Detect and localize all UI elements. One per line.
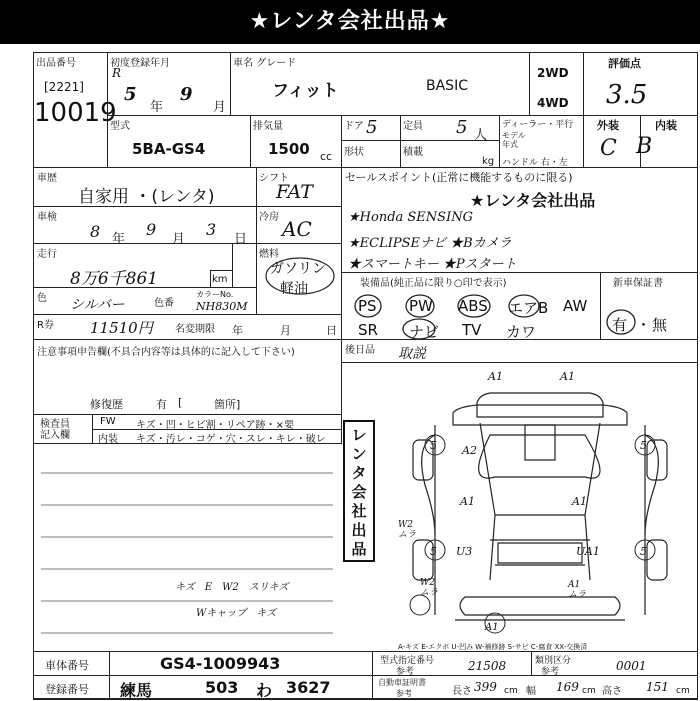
interior-grade: B bbox=[636, 134, 653, 159]
inspector-fw-text: キズ・凹・ヒビ割・リペア跡・×要 bbox=[136, 420, 294, 431]
dims-width: 169 bbox=[556, 680, 579, 694]
name-change-label: 名変期限 bbox=[175, 324, 215, 335]
inspector-interior: 内装 bbox=[98, 434, 118, 445]
dims-length-unit: cm bbox=[504, 686, 518, 696]
history-label: 車歴 bbox=[37, 173, 57, 184]
inspector-comment-1: キズ E W2 スリキズ bbox=[175, 582, 289, 593]
capacity-label: 定員 bbox=[403, 121, 423, 132]
fuel-gasoline: ガソリン bbox=[270, 261, 326, 277]
inspector-label: 検査員記入欄 bbox=[40, 419, 70, 441]
inspector-comment-2: Wキャップ キズ bbox=[196, 608, 277, 619]
model-name: フィット bbox=[272, 81, 339, 101]
capacity-value: 5 bbox=[456, 117, 468, 138]
category-label: 類別区分 bbox=[535, 656, 572, 666]
shift-label: シフト bbox=[259, 173, 289, 184]
load-label: 積載 bbox=[403, 147, 423, 158]
dims-length: 399 bbox=[474, 680, 497, 694]
color-code-label-2: カラーNo. bbox=[196, 290, 234, 299]
damage-mark-door-left: A1 bbox=[460, 495, 475, 508]
color-code-label: 色番 bbox=[154, 298, 174, 309]
damage-mark-fr-wheel: 5 bbox=[640, 439, 647, 452]
first-reg-year: 5 bbox=[124, 84, 137, 105]
equip-leather: カワ bbox=[506, 323, 537, 341]
color-code: NH830M bbox=[196, 300, 248, 313]
damage-mark-ua1: UA1 bbox=[576, 545, 600, 558]
car-diagram bbox=[395, 365, 695, 650]
inspection-cell bbox=[33, 206, 257, 244]
inspection-label: 車検 bbox=[37, 212, 57, 223]
dims-height: 151 bbox=[646, 680, 669, 694]
plate-number: 3627 bbox=[286, 678, 331, 697]
color-label: 色 bbox=[37, 293, 47, 304]
drive-2wd: 2WD bbox=[537, 66, 569, 80]
lot-sub: [2221] bbox=[44, 80, 84, 94]
mileage-unit: km bbox=[212, 274, 228, 285]
rental-stamp-text: レンタ会社出品 bbox=[351, 426, 367, 558]
inspection-month-unit: 月 bbox=[172, 232, 186, 247]
notes-label: 注意事項申告欄(不具合内容等は具体的に記入して下さい) bbox=[37, 347, 295, 358]
exterior-grade: C bbox=[600, 136, 617, 161]
first-reg-year-unit: 年 bbox=[150, 100, 164, 115]
recycle-label: R券 bbox=[37, 320, 54, 331]
dims-width-label: 幅 bbox=[526, 686, 536, 697]
first-reg-month: 9 bbox=[180, 84, 193, 105]
damage-mark-door-right: A1 bbox=[572, 495, 587, 508]
aircon-value: AC bbox=[282, 217, 312, 241]
doors-value: 5 bbox=[366, 117, 378, 138]
displacement-label: 排気量 bbox=[253, 121, 283, 132]
repair-label: 修復歴 bbox=[90, 398, 123, 411]
damage-mark-w2-rear: W2 ムラ bbox=[420, 578, 439, 598]
model-code-label: 型式 bbox=[110, 121, 130, 132]
model-name-label: 車名 グレード bbox=[233, 58, 297, 69]
first-reg-label: 初度登録年月 bbox=[110, 58, 170, 69]
aircon-label: 冷房 bbox=[259, 212, 279, 223]
load-unit: kg bbox=[482, 156, 495, 167]
inspection-day-unit: 日 bbox=[234, 232, 248, 247]
exterior-label: 外装 bbox=[597, 119, 619, 132]
fuel-diesel: 軽油 bbox=[280, 281, 308, 297]
interior-label: 内装 bbox=[655, 119, 677, 132]
sheet-header: ★レンタ会社出品★ bbox=[0, 0, 700, 44]
damage-mark-a2: A2 bbox=[462, 444, 477, 457]
sales-point-1: ★Honda SENSING bbox=[348, 210, 473, 225]
model-grade: BASIC bbox=[426, 78, 468, 94]
dealer-label: ディーラー・平行 bbox=[502, 120, 574, 130]
damage-mark-u3: U3 bbox=[456, 545, 473, 558]
equipment-label: 装備品(純正品に限り○印で表示) bbox=[360, 278, 507, 289]
repair-bracket: [ bbox=[178, 396, 183, 409]
damage-mark-w2-left: W2 ムラ bbox=[398, 520, 417, 540]
color-value: シルバー bbox=[70, 297, 125, 313]
drive-4wd: 4WD bbox=[537, 96, 569, 110]
name-change-day: 日 bbox=[326, 324, 337, 337]
dims-width-unit: cm bbox=[582, 686, 596, 696]
equip-tv: TV bbox=[462, 321, 482, 339]
fuel-circle bbox=[262, 254, 338, 298]
damage-mark-rr-wheel: 5 bbox=[640, 545, 647, 558]
equip-abs: ABS bbox=[458, 297, 488, 315]
plate-kana: わ bbox=[256, 681, 273, 700]
warranty-sep: ・ bbox=[636, 316, 652, 334]
recycle-value: 11510円 bbox=[90, 319, 153, 337]
inspection-day: 3 bbox=[206, 220, 217, 239]
dims-sub: 参考 bbox=[396, 689, 412, 698]
rear-value: 取説 bbox=[398, 346, 426, 362]
equip-pw: PW bbox=[409, 297, 433, 315]
sales-points-label: セールスポイント(正常に機能するものに限る) bbox=[345, 171, 573, 184]
first-reg-era: R bbox=[112, 66, 122, 80]
name-change-month: 月 bbox=[280, 324, 291, 337]
dealer-model-year: モデル 年式 bbox=[502, 131, 526, 149]
warranty-label: 新車保証書 bbox=[613, 278, 663, 289]
sales-point-2: ★ECLIPSEナビ ★Bカメラ bbox=[348, 236, 512, 251]
shift-value: FAT bbox=[276, 181, 313, 203]
type-spec-label: 型式指定番号 bbox=[380, 656, 435, 666]
diagram-legend: A-キズ E-エクボ U-凹み W-補修跡 S-サビ C-腐食 XX-交換済 bbox=[398, 643, 588, 651]
chassis-number: GS4-1009943 bbox=[160, 654, 281, 673]
repair-value: 有 bbox=[156, 398, 167, 411]
sales-point-3: ★スマートキー ★Pスタート bbox=[348, 257, 517, 272]
repair-count: 箇所] bbox=[214, 398, 241, 411]
displacement-unit: cc bbox=[320, 150, 333, 163]
warranty-no: 無 bbox=[652, 316, 668, 334]
score-value: 3.5 bbox=[606, 80, 648, 110]
type-spec-value: 21508 bbox=[468, 659, 507, 673]
dims-height-unit: cm bbox=[676, 686, 690, 696]
chassis-label: 車体番号 bbox=[45, 659, 89, 672]
lot-label: 出品番号 bbox=[36, 58, 76, 69]
rear-label: 後日品 bbox=[345, 345, 375, 356]
inspection-year-unit: 年 bbox=[112, 232, 126, 247]
capacity-unit: 人 bbox=[474, 128, 488, 143]
model-code: 5BA-GS4 bbox=[132, 140, 206, 158]
first-reg-month-unit: 月 bbox=[213, 100, 227, 115]
doors-label: ドア bbox=[344, 121, 364, 132]
inspector-fw: FW bbox=[100, 416, 116, 427]
dealer-handle: ハンドル 右・左 bbox=[502, 158, 568, 168]
plate-class: 503 bbox=[205, 678, 239, 697]
damage-mark-front-right: A1 bbox=[560, 370, 575, 383]
score-label: 評価点 bbox=[608, 57, 641, 70]
damage-mark-rear-bumper: A1 bbox=[485, 622, 499, 633]
inspector-lines bbox=[33, 443, 342, 643]
damage-mark-front-left: A1 bbox=[488, 370, 503, 383]
displacement-value: 1500 bbox=[268, 140, 310, 158]
dims-label: 自動車証明書 bbox=[378, 678, 426, 687]
inspection-month: 9 bbox=[146, 220, 157, 239]
dims-height-label: 高さ bbox=[602, 686, 622, 697]
plate-region: 練馬 bbox=[120, 681, 153, 700]
equip-airbag: エアB bbox=[508, 299, 549, 317]
name-change-year: 年 bbox=[232, 324, 243, 337]
equip-navi: ナビ bbox=[409, 323, 440, 341]
warranty-yes: 有 bbox=[612, 316, 628, 334]
rear-cell bbox=[341, 339, 698, 363]
category-sub: 参考 bbox=[541, 667, 560, 677]
equip-aw: AW bbox=[563, 297, 588, 315]
inspector-interior-text: キズ・汚レ・コゲ・穴・スレ・キレ・破レ bbox=[136, 434, 326, 445]
inspection-year: 8 bbox=[90, 222, 101, 241]
lot-number: 10019 bbox=[34, 98, 117, 128]
category-value: 0001 bbox=[616, 659, 647, 673]
damage-mark-fl-wheel: 5 bbox=[430, 439, 437, 452]
mileage-label: 走行 bbox=[37, 249, 57, 260]
sales-points-title: ★レンタ会社出品 bbox=[470, 191, 596, 210]
dims-length-label: 長さ bbox=[452, 686, 472, 697]
mileage-value: 8万6千861 bbox=[70, 269, 159, 289]
history-value: 自家用 ・(レンタ) bbox=[78, 187, 215, 207]
equip-ps: PS bbox=[358, 297, 377, 315]
damage-mark-a1-mura: A1 ムラ bbox=[568, 580, 587, 600]
fuel-label: 燃料 bbox=[259, 249, 279, 260]
type-spec-sub: 参考 bbox=[396, 667, 415, 677]
damage-mark-rl-wheel: 5 bbox=[430, 545, 437, 558]
plate-label: 登録番号 bbox=[45, 683, 89, 696]
shape-label: 形状 bbox=[344, 147, 364, 158]
equip-sr: SR bbox=[358, 321, 378, 339]
